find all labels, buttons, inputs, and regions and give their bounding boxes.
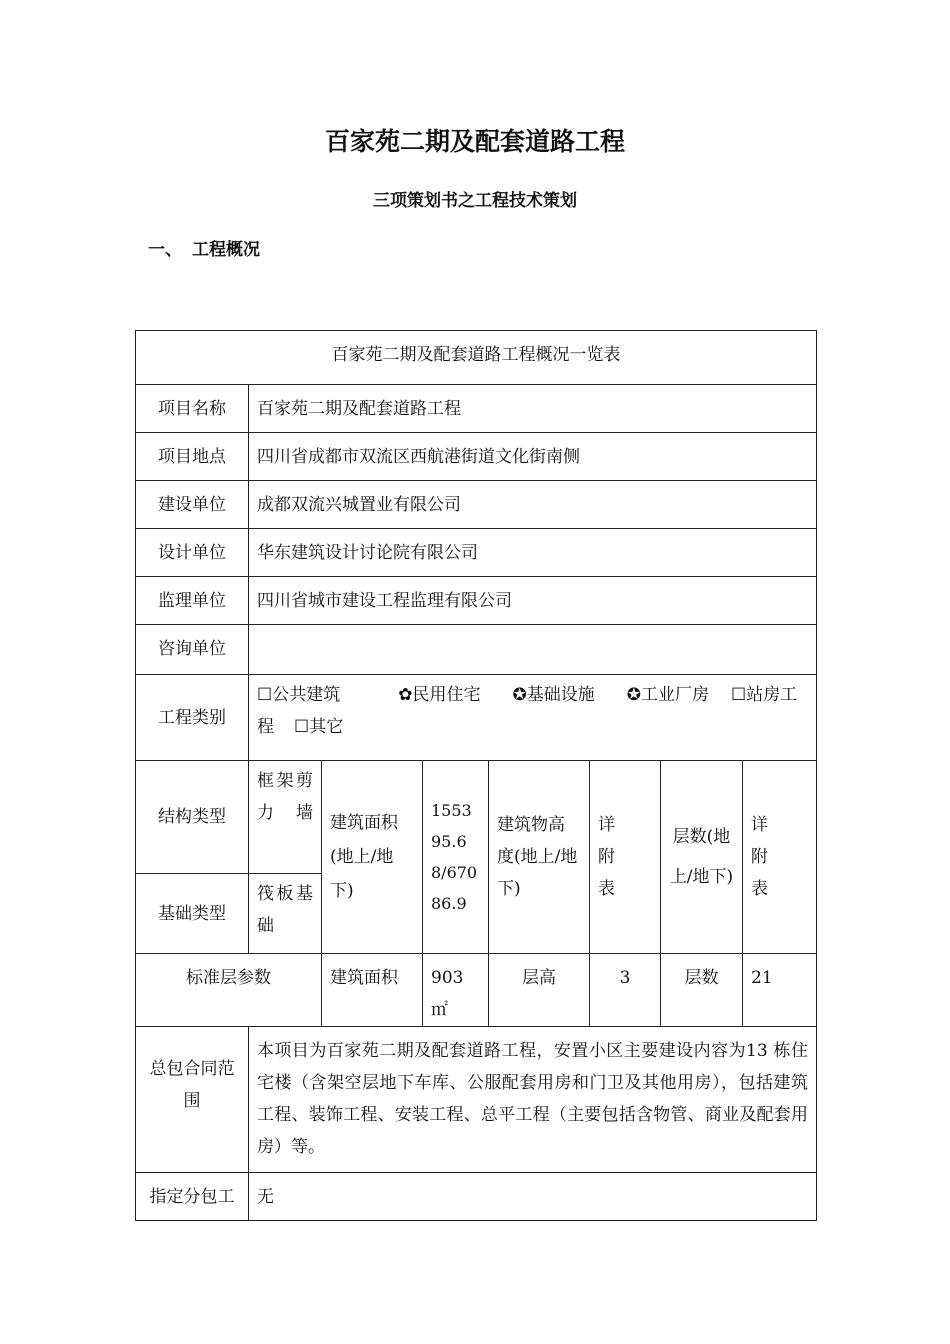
checkbox-empty-icon: ☐ — [257, 685, 273, 705]
height-label: 建筑物高度(地上/地下) — [489, 761, 590, 954]
contract-value: 本项目为百家苑二期及配套道路工程，安置小区主要建设内容为13 栋住宅楼（含架空层地下车库、公服配套用房和门卫及其他用房），包括建筑工程、装饰工程、安装工程、总平工程（主要包括含物管、商业及配套用房）等。 — [249, 1027, 817, 1173]
flower-mark-icon: ✿ — [398, 685, 413, 705]
foundation-value: 筏板基础 — [249, 874, 322, 954]
designer-label: 设计单位 — [136, 529, 249, 577]
page-title: 百家苑二期及配套道路工程 — [324, 127, 625, 156]
std-area-value: 903㎡ — [423, 954, 489, 1027]
checkbox-empty-icon: ☐ — [294, 717, 310, 737]
supervisor-value: 四川省城市建设工程监理有限公司 — [249, 577, 817, 625]
builder-value: 成都双流兴城置业有限公司 — [249, 481, 817, 529]
height-value: 详附表 — [590, 761, 661, 954]
table-caption: 百家苑二期及配套道路工程概况一览表 — [136, 331, 817, 385]
category-option-residential[interactable]: ✿民用住宅 — [398, 685, 481, 705]
subcontract-value: 无 — [249, 1173, 817, 1221]
section-number: 一、 — [148, 240, 182, 260]
subcontract-label: 指定分包工 — [136, 1173, 249, 1221]
location-value: 四川省成都市双流区西航港街道文化街南侧 — [249, 433, 817, 481]
circled-star-icon: ✪ — [626, 685, 641, 705]
std-height-value: 3 — [590, 954, 661, 1027]
floors-value: 详附表 — [743, 761, 817, 954]
designer-value: 华东建筑设计讨论院有限公司 — [249, 529, 817, 577]
section-heading — [148, 235, 260, 260]
section-title: 工程概况 — [192, 240, 260, 260]
structure-label: 结构类型 — [136, 761, 249, 874]
circled-star-icon: ✪ — [512, 685, 527, 705]
category-option-station[interactable]: ☐站房工程 — [257, 685, 798, 737]
project-name-label: 项目名称 — [136, 385, 249, 433]
category-option-infrastructure[interactable]: ✪基础设施 — [512, 685, 595, 705]
builder-label: 建设单位 — [136, 481, 249, 529]
checkbox-empty-icon: ☐ — [731, 685, 747, 705]
category-option-public[interactable]: ☐公共建筑 — [257, 685, 341, 705]
contract-label: 总包合同范围 — [136, 1027, 249, 1173]
supervisor-label: 监理单位 — [136, 577, 249, 625]
consultant-value — [249, 625, 817, 675]
foundation-label: 基础类型 — [136, 874, 249, 954]
std-floor-label: 标准层参数 — [136, 954, 322, 1027]
std-floors-value: 21 — [743, 954, 817, 1027]
overview-table — [135, 330, 817, 1221]
category-option-other[interactable]: ☐其它 — [294, 717, 344, 737]
category-label: 工程类别 — [136, 675, 249, 761]
std-area-label: 建筑面积 — [322, 954, 423, 1027]
area-label: 建筑面积(地上/地下) — [322, 761, 423, 954]
category-options — [249, 675, 817, 761]
std-floors-label: 层数 — [661, 954, 743, 1027]
location-label: 项目地点 — [136, 433, 249, 481]
std-height-label: 层高 — [489, 954, 590, 1027]
floors-label: 层数(地上/地下) — [661, 761, 743, 954]
category-option-industrial[interactable]: ✪工业厂房 — [626, 685, 709, 705]
area-value: 155395.68/67086.9 — [423, 761, 489, 954]
project-name-value: 百家苑二期及配套道路工程 — [249, 385, 817, 433]
structure-value: 框架剪力墙 — [249, 761, 322, 874]
consultant-label: 咨询单位 — [136, 625, 249, 675]
page-subtitle: 三项策划书之工程技术策划 — [373, 191, 577, 211]
